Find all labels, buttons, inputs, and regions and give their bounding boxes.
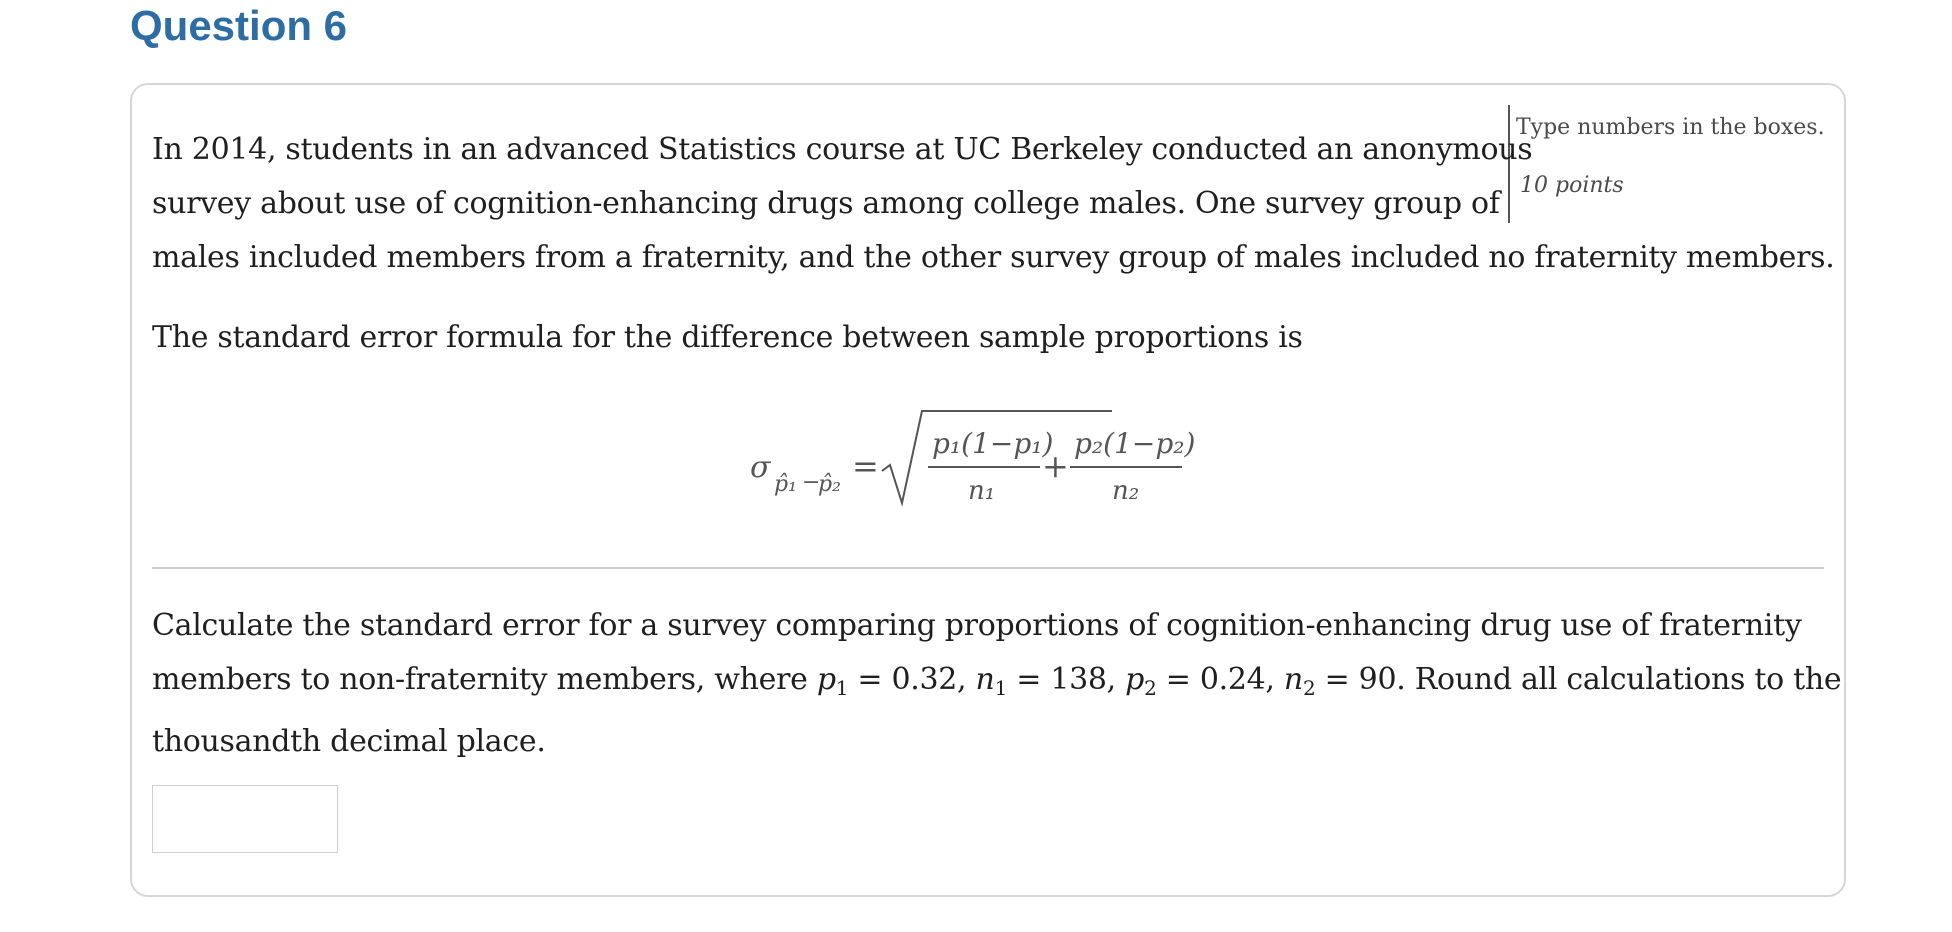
question-title: Question 6 xyxy=(130,2,348,49)
intro-line-3: males included members from a fraternity, and the other survey group of males included no fraternity members. xyxy=(152,240,1835,275)
instructions-text: Type numbers in the boxes. xyxy=(1516,115,1825,140)
n2-variable: n xyxy=(1283,662,1303,697)
n1-subscript: 1 xyxy=(994,676,1008,700)
p2-subscript: 2 xyxy=(1144,676,1157,700)
task-line-2-prefix: members to non-fraternity members, where xyxy=(152,662,817,697)
answer-input[interactable] xyxy=(152,785,338,853)
n1-value: = 138, xyxy=(1007,662,1126,697)
intro-paragraph xyxy=(152,123,1872,285)
question-card xyxy=(130,83,1846,897)
formula-sigma: σ xyxy=(750,450,771,485)
section-divider xyxy=(152,567,1824,569)
formula-plus: + xyxy=(1042,447,1069,485)
p1-variable: p xyxy=(816,662,836,697)
n2-value: = 90. Round all calculations to the xyxy=(1315,662,1842,697)
task-line-1: Calculate the standard error for a survey comparing proportions of cognition-enhancing drug use of fraternity xyxy=(152,608,1802,643)
formula-lhs-minus: − xyxy=(802,470,821,495)
task-line-3: thousandth decimal place. xyxy=(152,724,546,759)
formula-numerator-2: p₂(1−p₂) xyxy=(1074,427,1196,460)
n1-variable: n xyxy=(975,662,995,697)
task-paragraph xyxy=(152,599,1852,769)
formula-lhs-sub-1: p̂₁ xyxy=(774,472,797,497)
formula-denominator-1: n₁ xyxy=(968,476,996,506)
formula-denominator-2: n₂ xyxy=(1112,476,1140,506)
n2-subscript: 2 xyxy=(1302,676,1316,700)
p2-variable: p xyxy=(1125,662,1145,697)
standard-error-formula xyxy=(742,405,1232,525)
intro-line-2: survey about use of cognition-enhancing drugs among college males. One survey group of xyxy=(152,186,1500,221)
task-line-2 xyxy=(152,653,1852,715)
p1-subscript: 1 xyxy=(835,676,849,700)
formula-equals: = xyxy=(852,447,879,485)
formula-intro: The standard error formula for the difference between sample proportions is xyxy=(152,320,1303,355)
formula-lhs-sub-2: p̂₂ xyxy=(818,472,841,497)
points-label: 10 points xyxy=(1520,173,1624,198)
formula-numerator-1: p₁(1−p₁) xyxy=(932,427,1054,460)
p1-value: = 0.32, xyxy=(848,662,976,697)
p2-value: = 0.24, xyxy=(1156,662,1284,697)
intro-line-1: In 2014, students in an advanced Statistics course at UC Berkeley conducted an anonymous xyxy=(152,132,1533,167)
